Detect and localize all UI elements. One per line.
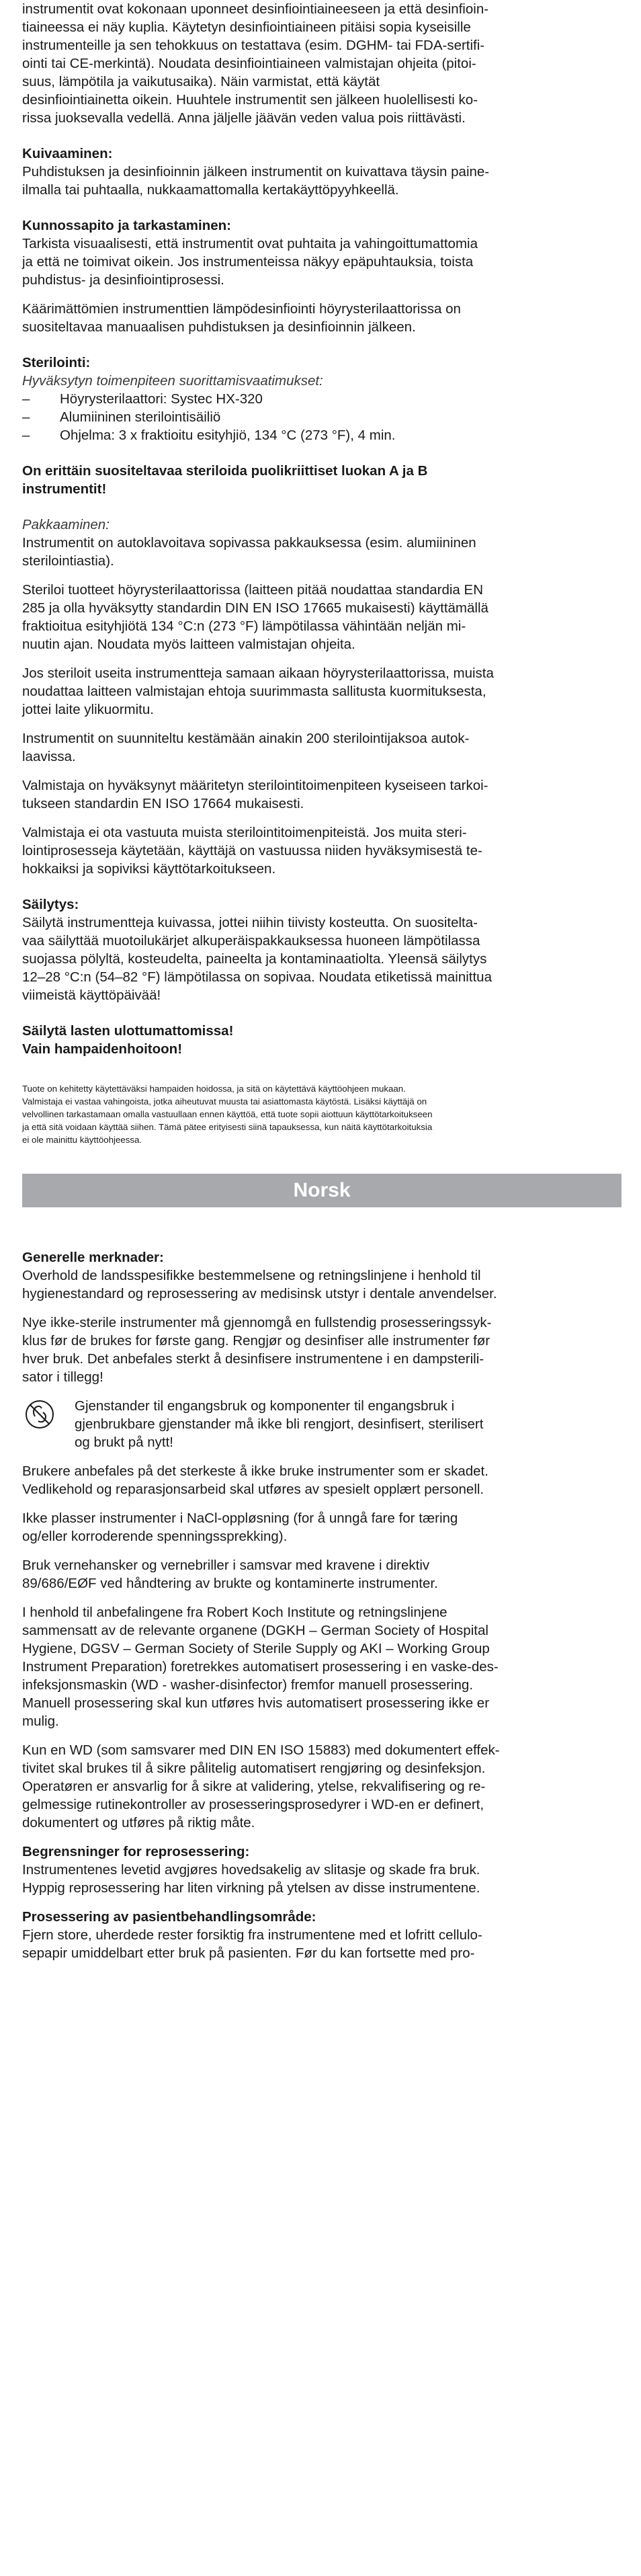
text-line: 12–28 °C:n (54–82 °F) lämpötilassa on sopivaa. Noudata etiketissä mainittua — [22, 969, 492, 985]
fi-recommendation — [22, 462, 622, 498]
section-heading: Kuivaaminen: — [22, 146, 113, 161]
text-line: sator i tillegg! — [22, 1369, 103, 1385]
no-rki-paragraph — [22, 1603, 622, 1730]
text-line: Brukere anbefales på det sterkeste å ikke bruke instrumenter som er skadet. — [22, 1463, 488, 1479]
text-line: lointiprosesseja käytetään, käyttäjä on vastuussa niiden hyväksymisestä te- — [22, 843, 482, 858]
text-line: Ikke plasser instrumenter i NaCl-oppløsning (for å unngå fare for tæring — [22, 1511, 458, 1526]
text-line: Instrument Preparation) foretrekkes automatisert prosessering i en vaske-des- — [22, 1659, 499, 1675]
text-line: Jos steriloit useita instrumentteja samaan aikaan höyrysterilaattorissa, muista — [22, 666, 494, 681]
text-line: jottei laite ylikuormitu. — [22, 702, 154, 717]
text-line: 89/686/EØF ved håndtering av brukte og kontaminerte instrumenter. — [22, 1576, 438, 1591]
text-line: Fjern store, uherdede rester forsiktig fra instrumentene med et lofritt cellulo- — [22, 1927, 482, 1943]
text-line: suus, lämpötila ja vaikutusaika). Näin varmistat, että käytät — [22, 74, 380, 89]
section-heading: Prosessering av pasientbehandlingsområde: — [22, 1909, 316, 1925]
text-line: Gjenstander til engangsbruk og komponenter til engangsbruk i — [75, 1398, 455, 1414]
text-line: infeksjonsmaskin (WD - washer-disinfector) fremfor manuell prosessering. — [22, 1677, 474, 1693]
document-page — [22, 0, 622, 1973]
text-line: nuutin ajan. Noudata myös laitteen valmistajan ohjeita. — [22, 637, 355, 652]
text-line: Tarkista visuaalisesti, että instrumentit ovat puhtaita ja vahingoittumattomia — [22, 236, 478, 251]
no-wd-paragraph — [22, 1741, 622, 1832]
no-limits-section — [22, 1843, 622, 1897]
fi-storage-section — [22, 895, 622, 1004]
no-protection-paragraph — [22, 1556, 622, 1593]
no-nacl-paragraph — [22, 1509, 622, 1545]
text-line: Steriloi tuotteet höyrysterilaattorissa (laitteen pitää noudattaa standardia EN — [22, 582, 483, 598]
text-line: Puhdistuksen ja desinfioinnin jälkeen instrumentit on kuivattava täysin paine- — [22, 164, 490, 179]
disclaimer-line: ei ole mainittu käyttöohjeessa. — [22, 1135, 142, 1145]
text-line: mulig. — [22, 1714, 59, 1729]
disclaimer-line: Tuote on kehitetty käytettäväksi hampaiden hoidossa, ja sitä on käytettävä käyttöohjeen mukaan. — [22, 1084, 406, 1094]
disclaimer-line: Valmistaja ei vastaa vahingoista, jotka aiheutuvat muusta tai asiattomasta käytöstä. Lisäksi käyttäjä on — [22, 1096, 427, 1106]
text-line: I henhold til anbefalingene fra Robert Koch Institute og retningslinjene — [22, 1605, 447, 1620]
text-line: noudattaa laitteen valmistajan ehtoja suurimmasta sallitusta kuormituksesta, — [22, 684, 486, 699]
text-line: Instrumentit on autoklavoitava sopivassa pakkauksessa (esim. alumiininen — [22, 535, 476, 551]
disclaimer-line: ja että sitä voidaan käyttää siihen. Tämä pätee erityisesti siinä tapauksessa, kun näitä käyttötarkoituksia — [22, 1122, 433, 1132]
fi-disclaimer — [22, 1082, 622, 1146]
text-line: Hygiene, DGSV – German Society of Sterile Supply og AKI – Working Group — [22, 1641, 490, 1656]
text-line: sterilointiastia). — [22, 553, 114, 569]
fi-steam-sterilization-paragraph — [22, 581, 622, 653]
fi-thermal-disinfection-paragraph — [22, 300, 622, 336]
text-line: suojassa pölyltä, kosteudelta, paineelta ja kontaminaatiolta. Yleensä säilytys — [22, 951, 487, 967]
text-line: tukseen standardin EN ISO 17664 mukaisesti. — [22, 796, 304, 811]
text-line: instrumenteille ja sen tehokkuus on testattava (esim. DGHM- tai FDA-sertifi- — [22, 38, 485, 53]
text-line: puhdistus- ja desinfiointiprosessi. — [22, 272, 224, 288]
section-heading: Säilytys: — [22, 897, 79, 912]
text-line: Nye ikke-sterile instrumenter må gjennomgå en fullstendig prosesseringssyk- — [22, 1315, 492, 1330]
no-treatment-area-section — [22, 1908, 622, 1962]
fi-cycles-paragraph — [22, 729, 622, 766]
text-line: ointi tai CE-merkintä). Noudata desinfiointiaineen valmistajan ohjeita (pitoi- — [22, 56, 476, 71]
text-line: hver bruk. Det anbefales sterkt å desinfisere instrumentene i en dampsterili- — [22, 1351, 484, 1367]
list-item: – Höyrysterilaattori: Systec HX-320 — [22, 390, 622, 408]
text-line: suositeltavaa manuaalisen puhdistuksen ja desinfioinnin jälkeen. — [22, 319, 416, 335]
text-line: Valmistaja ei ota vastuuta muista sterilointitoimenpiteistä. Jos muita steri- — [22, 825, 467, 840]
section-heading: Sterilointi: — [22, 355, 91, 370]
no-new-instruments-paragraph — [22, 1314, 622, 1386]
fi-sterilization-section — [22, 354, 622, 444]
text-line: Manuell prosessering skal kun utføres hvis automatisert prosessering ikke er — [22, 1695, 490, 1711]
section-subheading: Hyväksytyn toimenpiteen suorittamisvaatimukset: — [22, 373, 323, 389]
text-line: tiaineessa ei näy kuplia. Käytetyn desinfiointiaineen pitäisi sopia kyseisille — [22, 19, 471, 35]
list-item: – Ohjelma: 3 x fraktioitu esityhjiö, 134 °C (273 °F), 4 min. — [22, 426, 622, 444]
requirements-list — [22, 390, 622, 444]
text-line: hokkaiksi ja sopiviksi käyttötarkoitukseen. — [22, 861, 276, 877]
text-line: rissa juoksevalla vedellä. Anna jäljelle jäävän veden valua pois riittävästi. — [22, 110, 466, 126]
text-line: Overhold de landsspesifikke bestemmelsene og retningslinjene i henhold til — [22, 1268, 481, 1283]
text-line: laavissa. — [22, 749, 76, 764]
no-damaged-paragraph — [22, 1462, 622, 1498]
text-line: ilmalla tai puhtaalla, nukkaamattomalla kertakäyttöpyyhkeellä. — [22, 182, 399, 198]
text-line: dokumentert og utføres på riktig måte. — [22, 1815, 255, 1830]
text-line: sammensatt av de relevante organene (DGKH – German Society of Hospital — [22, 1623, 488, 1638]
text-line: Instrumentit on suunniteltu kestämään ainakin 200 sterilointijaksoa autok- — [22, 731, 470, 746]
text-line: viimeistä käyttöpäivää! — [22, 988, 161, 1003]
fi-packaging-section — [22, 516, 622, 570]
text-line: Kun en WD (som samsvarer med DIN EN ISO 15883) med dokumentert effek- — [22, 1742, 500, 1758]
text-line: tivitet skal brukes til å sikre pålitelig automatisert rengjøring og desinfeksjon. — [22, 1761, 486, 1776]
recommendation-line: instrumentit! — [22, 481, 107, 497]
text-line: Instrumentenes levetid avgjøres hovedsakelig av slitasje og skade fra bruk. — [22, 1862, 480, 1878]
warning-line: Säilytä lasten ulottumattomissa! — [22, 1023, 234, 1039]
text-line: vaa säilyttää muotoilukärjet alkuperäispakkauksessa huoneen lämpötilassa — [22, 933, 480, 949]
do-not-reuse-icon — [25, 1400, 54, 1429]
text-line: gelmessige rutinekontroller av prosesseringsprosedyrer i WD-en er definert, — [22, 1797, 484, 1812]
text-line: gjenbrukbare gjenstander må ikke bli rengjort, desinfisert, sterilisert — [75, 1416, 484, 1432]
disclaimer-line: velvollinen tarkastamaan omalla vastuullaan ennen käyttöä, että tuote sopii aiottuun käyttötarkoitukseen — [22, 1109, 433, 1119]
text-line: Operatøren er ansvarlig for å sikre at validering, ytelse, rekvalifisering og re- — [22, 1779, 486, 1794]
text-line: fraktioitua esityhjiötä 134 °C:n (273 °F) lämpötilassa vähintään neljän mi- — [22, 618, 466, 634]
fi-drying-section — [22, 145, 622, 199]
section-heading: Begrensninger for reprosessering: — [22, 1844, 250, 1859]
text-line: 285 ja olla hyväksytty standardin DIN EN ISO 17665 mukaisesti) käyttämällä — [22, 600, 488, 616]
text-line: sepapir umiddelbart etter bruk på pasienten. Før du kan fortsette med pro- — [22, 1945, 475, 1961]
recommendation-line: On erittäin suositeltavaa steriloida puolikriittiset luokan A ja B — [22, 463, 428, 479]
fi-liability-paragraph — [22, 823, 622, 878]
fi-maintenance-section — [22, 216, 622, 289]
text-line: Käärimättömien instrumenttien lämpödesinfiointi höyrysterilaattorissa on — [22, 301, 461, 317]
text-line: klus før de brukes for første gang. Rengjør og desinfiser alle instrumenter før — [22, 1333, 490, 1349]
text-line: Vedlikehold og reparasjonsarbeid skal utføres av spesielt opplært personell. — [22, 1482, 484, 1497]
text-line: Bruk vernehansker og vernebriller i samsvar med kravene i direktiv — [22, 1558, 430, 1573]
fi-approval-paragraph — [22, 776, 622, 813]
text-line: Säilytä instrumentteja kuivassa, jottei niihin tiivisty kosteutta. On suositelta- — [22, 915, 478, 930]
text-line: og brukt på nytt! — [75, 1435, 174, 1450]
warning-line: Vain hampaidenhoitoon! — [22, 1041, 183, 1057]
text-line: Hyppig reprosessering har liten virkning på ytelsen av disse instrumentene. — [22, 1880, 480, 1896]
notice-text — [75, 1397, 622, 1451]
fi-disinfection-paragraph — [22, 0, 622, 127]
text-line: Valmistaja on hyväksynyt määritetyn sterilointitoimenpiteen kyseiseen tarkoi- — [22, 778, 488, 793]
fi-load-paragraph — [22, 664, 622, 719]
fi-warning — [22, 1022, 622, 1058]
text-line: desinfiointiainetta oikein. Huuhtele instrumentit sen jälkeen huolellisesti ko- — [22, 92, 478, 108]
section-heading: Kunnossapito ja tarkastaminen: — [22, 218, 231, 233]
text-line: ja että ne toimivat oikein. Jos instrumenteissa näkyy epäpuhtauksia, toista — [22, 254, 474, 270]
section-subheading: Pakkaaminen: — [22, 517, 110, 532]
text-line: hygienestandard og reprosessering av medisinsk utstyr i dentale anvendelser. — [22, 1286, 497, 1301]
section-heading: Generelle merknader: — [22, 1250, 164, 1265]
list-item: – Alumiininen sterilointisäiliö — [22, 408, 622, 426]
text-line: instrumentit ovat kokonaan uponneet desinfiointiaineeseen ja että desinfioin- — [22, 1, 489, 17]
language-banner: Norsk — [22, 1174, 622, 1207]
no-single-use-notice — [22, 1397, 622, 1451]
text-line: og/eller korroderende spenningssprekking). — [22, 1529, 288, 1544]
no-general-section — [22, 1248, 622, 1303]
